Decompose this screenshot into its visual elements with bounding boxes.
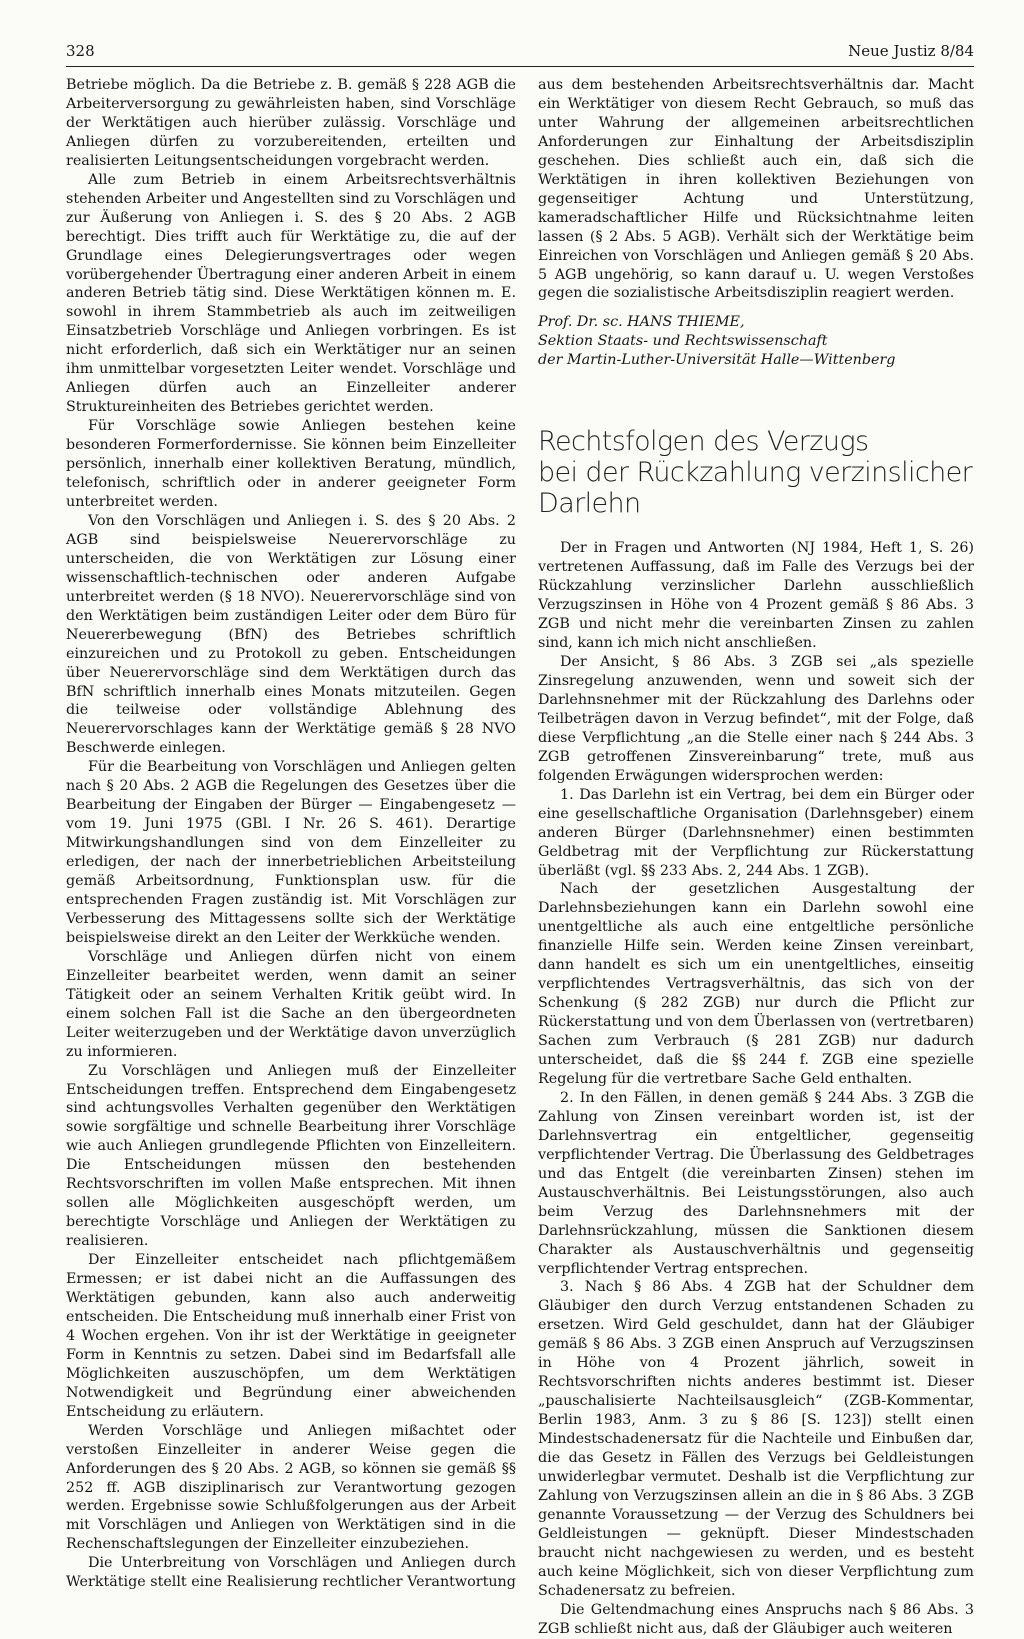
paragraph: Vorschläge und Anliegen dürfen nicht von einem Einzelleiter bearbeitet werden, wenn damit an seiner Tätigkeit oder an seinem Verhalten Kritik geübt wird. In einem solchen Fall ist die Sache an den übergeordneten Leiter weiterzugeben und der Werktätige davon unverzüglich zu informieren. (66, 948, 516, 1060)
paragraph: Zu Vorschlägen und Anliegen muß der Einzelleiter Entscheidungen treffen. Entsprechend dem Eingabengesetz sind achtungsvolles Verhalten gegenüber den Werktätigen sowie sorgfältige und schnelle Bearbeitung ihrer Vorschläge wie auch Anliegen grundlegende Pflichten von Einzelleitern. Die Entscheidungen müssen den bestehenden Rechtsvorschriften im vollen Maße entsprechen. Mit ihnen sollen alle Möglichkeiten ausgeschöpft werden, um berechtigte Vorschläge und Anliegen der Werktätigen zu realisieren. (66, 1062, 516, 1250)
paragraph: 1. Das Darlehn ist ein Vertrag, bei dem ein Bürger oder eine gesellschaftliche Organisation (Darlehnsgeber) einem anderen Bürger (Darlehnsnehmer) einen bestimmten Geldbetrag mit der Verpflichtung zur Rückerstattung überläßt (vgl. §§ 233 Abs. 2, 244 Abs. 1 ZGB). (538, 786, 974, 879)
article-title-line-1: Rechtsfolgen des Verzugs (538, 426, 869, 458)
author-affiliation-2: der Martin-Luther-Universität Halle—Wittenberg (538, 352, 896, 369)
header-rule (66, 66, 974, 67)
paragraph: Die Unterbreitung von Vorschlägen und Anliegen durch Werktätige stellt eine Realisierung rechtlicher Verantwortung (66, 1555, 516, 1591)
journal-issue: Neue Justiz 8/84 (848, 42, 974, 60)
article-title (538, 426, 974, 519)
paragraph: Für Vorschläge sowie Anliegen bestehen keine besonderen Formerfordernisse. Sie können beim Einzelleiter persönlich, innerhalb einer kollektiven Beratung, mündlich, telefonisch, schriftlich oder in anderer geeigneter Form unterbreitet werden. (66, 418, 516, 510)
page-number: 328 (66, 42, 95, 60)
paragraph: Der Einzelleiter entscheidet nach pflichtgemäßem Ermessen; er ist dabei nicht an die Auffassungen des Werktätigen gebunden, kann also auch anderweitig entscheiden. Die Entscheidung muß innerhalb einer Frist von 4 Wochen ergehen. Von ihr ist der Werktätige in geeigneter Form in Kenntnis zu setzen. Dabei sind im Bedarfsfall alle Möglichkeiten auszuschöpfen, um dem Werktätigen Notwendigkeit und Begründung einer abweichenden Entscheidung zu erläutern. (66, 1252, 516, 1420)
paragraph: Nach der gesetzlichen Ausgestaltung der Darlehnsbeziehungen kann ein Darlehn sowohl eine unentgeltliche als auch eine entgeltliche persönliche finanzielle Hilfe sein. Werden keine Zinsen vereinbart, dann handelt es sich um ein unentgeltliches, einseitig verpflichtendes Vertragsverhältnis, das sich von der Schenkung (§ 282 ZGB) nur durch die Pflicht zur Rückerstattung und von dem Überlassen von (vertretbaren) Sachen zum Verbrauch (§ 281 ZGB) nur dadurch unterscheidet, daß die §§ 244 f. ZGB eine spezielle Regelung für die vertretbare Sache Geld enthalten. (538, 881, 974, 1087)
author-affiliation-1: Sektion Staats- und Rechtswissenschaft (538, 333, 828, 350)
paragraph: 2. In den Fällen, in denen gemäß § 244 Abs. 3 ZGB die Zahlung von Zinsen vereinbart worden ist, ist der Darlehnsvertrag ein entgeltlicher, gegenseitig verpflichtender Vertrag. Die Überlassung des Geldbetrages und das Entgelt (die vereinbarten Zinsen) stehen im Austauschverhältnis. Bei Leistungsstörungen, also auch beim Verzug des Darlehnsnehmers mit der Darlehnsrückzahlung, müssen die Sanktionen diesem Charakter als Austauschverhältnis und gegenseitig verpflichtender Vertrag entsprechen. (538, 1089, 974, 1277)
left-column (66, 76, 516, 1592)
paragraph: Die Geltendmachung eines Anspruchs nach § 86 Abs. 3 ZGB schließt nicht aus, daß der Gläubiger auch weiteren (538, 1601, 974, 1637)
page-header (66, 42, 974, 64)
paragraph: Von den Vorschlägen und Anliegen i. S. des § 20 Abs. 2 AGB sind beispielsweise Neuerervorschläge zu unterscheiden, die von Werktätigen zur Lösung einer wissenschaftlich-technischen oder anderen Aufgabe unterbreitet werden (§ 18 NVO). Neuerervorschläge sind von den Werktätigen beim zuständigen Leiter oder dem Büro für Neuererbewegung (BfN) des Betriebes schriftlich einzureichen und zu Protokoll zu geben. Entscheidungen über Neuerervorschläge sind dem Werktätigen durch das BfN schriftlich innerhalb eines Monats mitzuteilen. Gegen die teilweise oder vollständige Ablehnung des Neuerervorschlages kann der Werktätige gemäß § 28 NVO Beschwerde einlegen. (66, 512, 516, 757)
paragraph: Alle zum Betrieb in einem Arbeitsrechtsverhältnis stehenden Arbeiter und Angestellten sind zu Vorschlägen und zur Äußerung von Anliegen i. S. des § 20 Abs. 2 AGB berechtigt. Dies trifft auch für Werktätige zu, die auf der Grundlage eines Delegierungsvertrages oder wegen vorübergehender Übertragung einer anderen Arbeit in einem anderen Betrieb tätig sind. Diese Werktätigen können m. E. sowohl in ihrem Stammbetrieb als auch im zeitweiligen Einsatzbetrieb Vorschläge und Anliegen vorbringen. Es ist nicht erforderlich, daß sich ein Werktätiger nur an seinen ihm unmittelbar vorgesetzten Leiter wendet. Vorschläge und Anliegen dürfen auch an Einzelleiter anderer Struktureinheiten des Betriebes gerichtet werden. (66, 171, 516, 416)
paragraph: aus dem bestehenden Arbeitsrechtsverhältnis dar. Macht ein Werktätiger von diesem Recht Gebrauch, so muß das unter Wahrung der allgemeinen arbeitsrechtlichen Anforderungen zur Einhaltung der Arbeitsdisziplin geschehen. Dies schließt auch ein, daß sich die Werktätigen in ihren kollektiven Beziehungen von gegenseitiger Achtung und Unterstützung, kameradschaftlicher Hilfe und Rücksichtnahme leiten lassen (§ 2 Abs. 5 AGB). Verhält sich der Werktätige beim Einreichen von Vorschlägen und Anliegen gemäß § 20 Abs. 5 AGB ungehörig, so kann darauf u. U. wegen Verstoßes gegen die sozialistische Arbeitsdisziplin reagiert werden. (538, 77, 974, 302)
article-title-line-2: bei der Rückzahlung verzinslicher Darlehn (538, 457, 973, 520)
author-name: Prof. Dr. sc. HANS THIEME, (538, 314, 745, 331)
paragraph: Der in Fragen und Antworten (NJ 1984, Heft 1, S. 26) vertretenen Auffassung, daß im Falle des Verzugs bei der Rückzahlung verzinslicher Darlehn ausschließlich Verzugszinsen in Höhe von 4 Prozent gemäß § 86 Abs. 3 ZGB und nicht mehr die vereinbarten Zinsen zu zahlen sind, kann ich mich nicht anschließen. (538, 540, 974, 652)
right-column (538, 76, 974, 1639)
paragraph: Werden Vorschläge und Anliegen mißachtet oder verstoßen Einzelleiter in anderer Weise gegen die Anforderungen des § 20 Abs. 2 AGB, so können sie gemäß §§ 252 ff. AGB disziplinarisch zur Verantwortung gezogen werden. Ergebnisse sowie Schlußfolgerungen aus der Arbeit mit Vorschlägen und Anliegen von Werktätigen sind in die Rechenschaftslegungen der Einzelleiter einzubeziehen. (66, 1422, 516, 1553)
author-signature (538, 313, 974, 370)
paragraph: Der Ansicht, § 86 Abs. 3 ZGB sei „als spezielle Zinsregelung anzuwenden, wenn und soweit sich der Darlehnsnehmer mit der Rückzahlung des Darlehns oder Teilbeträgen davon in Verzug befindet“, mit der Folge, daß diese Verpflichtung „an die Stelle einer nach § 244 Abs. 3 ZGB getroffenen Zinsvereinbarung“ trete, muß aus folgenden Erwägungen widersprochen werden: (538, 654, 974, 784)
paragraph: 3. Nach § 86 Abs. 4 ZGB hat der Schuldner dem Gläubiger den durch Verzug entstandenen Schaden zu ersetzen. Wird Geld geschuldet, dann hat der Gläubiger gemäß § 86 Abs. 3 ZGB einen Anspruch auf Verzugszinsen in Höhe von 4 Prozent jährlich, soweit in Rechtsvorschriften nichts anderes bestimmt ist. Dieser „pauschalisierte Nachteilsausgleich“ (ZGB-Kommentar, Berlin 1983, Anm. 3 zu § 86 [S. 123]) stellt einen Mindestschadenersatz für die Nachteile und Einbußen dar, die das Gesetz in Fällen des Verzugs bei Geldleistungen unwiderlegbar vermutet. Deshalb ist die Verpflichtung zur Zahlung von Verzugszinsen allein an die in § 86 Abs. 3 ZGB genannte Voraussetzung — der Verzug des Schuldners bei Geldleistungen — geknüpft. Dieser Mindestschaden braucht nicht nachgewiesen zu werden, und es besteht auch keine Möglichkeit, sich von dieser Verpflichtung zum Schadenersatz zu befreien. (538, 1279, 974, 1599)
paragraph: Für die Bearbeitung von Vorschlägen und Anliegen gelten nach § 20 Abs. 2 AGB die Regelungen des Gesetzes über die Bearbeitung der Eingaben der Bürger — Eingabengesetz — vom 19. Juni 1975 (GBl. I Nr. 26 S. 461). Derartige Mitwirkungshandlungen sind von dem Einzelleiter zu erledigen, der nach der innerbetrieblichen Arbeitsteilung gemäß Arbeitsordnung, Funktionsplan usw. für die entsprechenden Fragen zuständig ist. Mit Vorschlägen zur Verbesserung des Mittagessens sollte sich der Werktätige beispielsweise direkt an den Leiter der Werkküche wenden. (66, 759, 516, 946)
paragraph: Betriebe möglich. Da die Betriebe z. B. gemäß § 228 AGB die Arbeiterversorgung zu gewährleisten haben, sind Vorschläge der Werktätigen auch hierüber zulässig. Vorschläge und Anliegen dürfen zu vorzubereitenden, erteilten und realisierten Leitungsentscheidungen vorgebracht werden. (66, 77, 516, 169)
